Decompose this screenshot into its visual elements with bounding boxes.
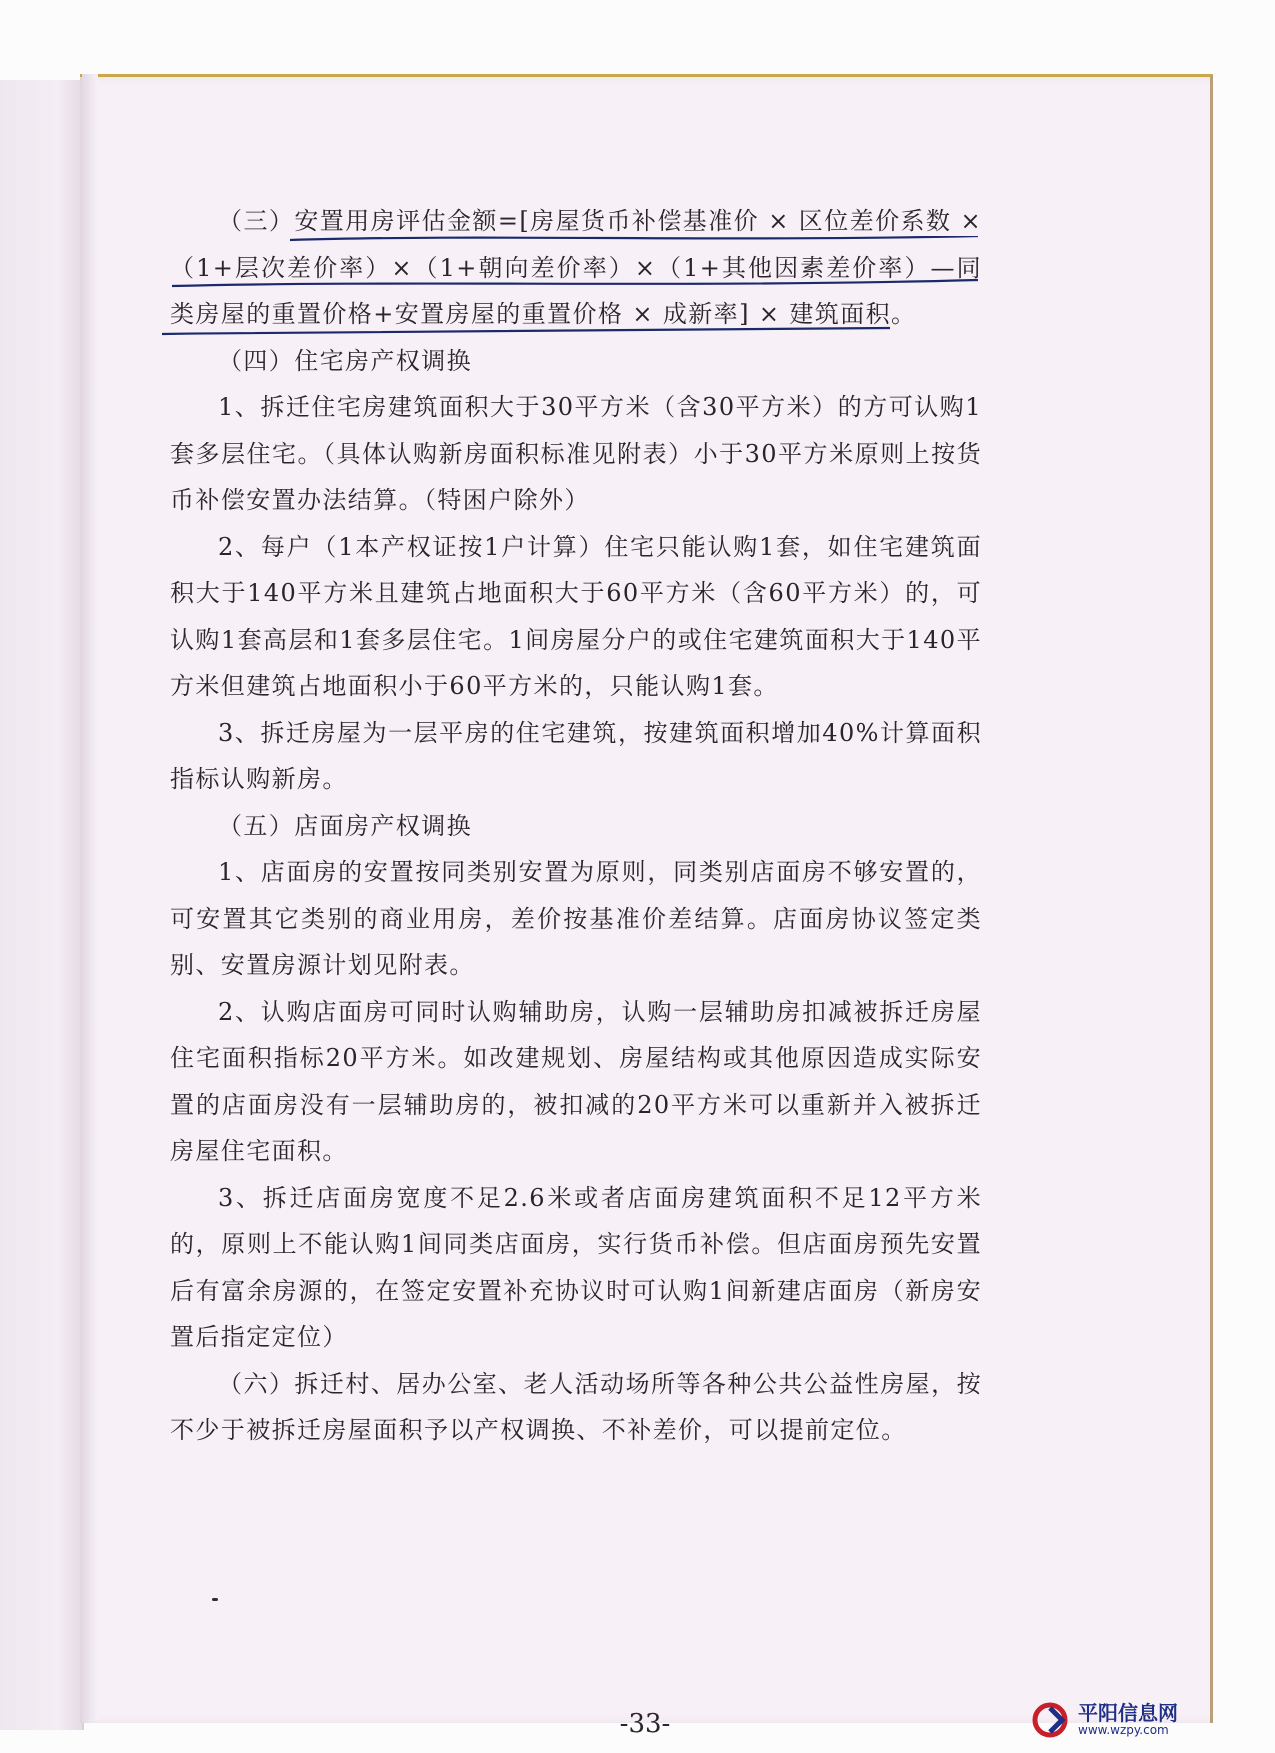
watermark-url: www.wzpy.com — [1078, 1723, 1169, 1738]
paragraph-residential-rule-1: 1、拆迁住宅房建筑面积大于30平方米（含30平方米）的方可认购1套多层住宅。（具体认购新房面积标准见附表）小于30平方米原则上按货币补偿安置办法结算。（特困户除外） — [170, 393, 982, 514]
heading-residential-exchange: （四）住宅房产权调换 — [218, 346, 472, 375]
paragraph-shopfront-rule-3: 3、拆迁店面房宽度不足2.6米或者店面房建筑面积不足12平方米的，原则上不能认购1间同类店面房，实行货币补偿。但店面房预先安置后有富余房源的，在签定安置补充协议时可认购1间新建店面房（新房安置后指定定位） — [170, 1183, 982, 1351]
paragraph-residential-rule-2: 2、每户（1本产权证按1户计算）住宅只能认购1套，如住宅建筑面积大于140平方米且建筑占地面积大于60平方米（含60平方米）的，可认购1套高层和1套多层住宅。1间房屋分户的或住宅建筑面积大于140平方米但建筑占地面积小于60平方米的，只能认购1套。 — [170, 532, 982, 700]
ink-speck — [212, 1598, 218, 1601]
paragraph-shopfront-rule-2: 2、认购店面房可同时认购辅助房，认购一层辅助房扣减被拆迁房屋住宅面积指标20平方米。如改建规划、房屋结构或其他原因造成实际安置的店面房没有一层辅助房的，被扣减的20平方米可以重新并入被拆迁房屋住宅面积。 — [170, 997, 982, 1165]
heading-shopfront-exchange: （五）店面房产权调换 — [218, 811, 472, 840]
facing-page-edge — [0, 80, 84, 1730]
paragraph-shopfront-rule-1: 1、店面房的安置按同类别安置为原则，同类别店面房不够安置的，可安置其它类别的商业用房，差价按基准价差结算。店面房协议签定类别、安置房源计划见附表。 — [170, 858, 982, 979]
paragraph-resettlement-valuation: （三）安置用房评估金额=[房屋货币补偿基准价 × 区位差价系数 ×（1+层次差价率）×（1+朝向差价率）×（1+其他因素差价率）—同类房屋的重置价格+安置房屋的重置价格 × 成新率] × 建筑面积。 — [170, 207, 982, 328]
paragraph-public-buildings: （六）拆迁村、居办公室、老人活动场所等各种公共公益性房屋，按不少于被拆迁房屋面积予以产权调换、不补差价，可以提前定位。 — [170, 1369, 982, 1444]
document-body — [170, 198, 982, 1454]
page-number: -33- — [619, 1709, 671, 1739]
site-logo-icon — [1032, 1700, 1072, 1740]
watermark-site-name: 平阳信息网 — [1078, 1701, 1178, 1726]
site-watermark — [1032, 1690, 1272, 1750]
paragraph-residential-rule-3: 3、拆迁房屋为一层平房的住宅建筑，按建筑面积增加40%计算面积指标认购新房。 — [170, 718, 982, 793]
book-gutter-shadow — [82, 74, 98, 1720]
